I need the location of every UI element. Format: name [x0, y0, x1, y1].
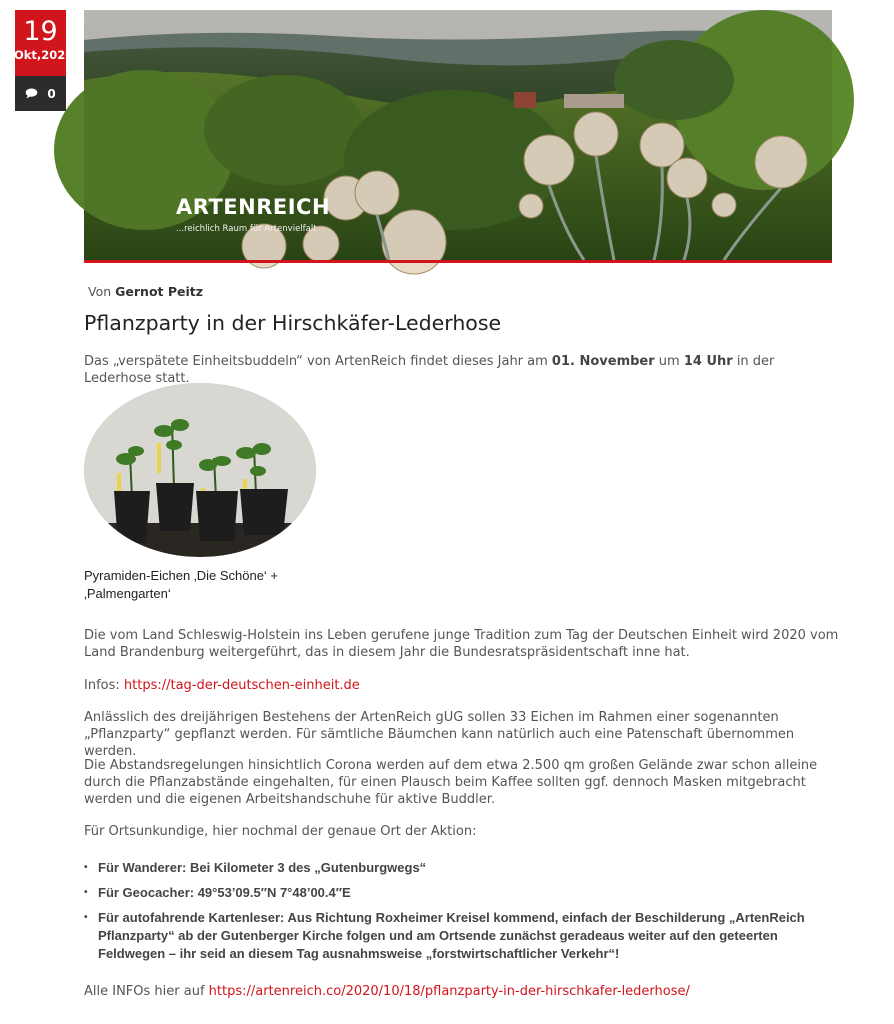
author-prefix: Von: [88, 284, 112, 299]
list-item: • Für Geocacher: 49°53’09.5″N 7°48’00.4″E: [84, 884, 844, 902]
hero-title: ARTENREICH: [176, 195, 331, 219]
location-list: [84, 859, 844, 963]
date-month-year: Okt,2020: [14, 48, 74, 62]
intro-text: um: [654, 354, 684, 369]
comments-count-link[interactable]: [15, 76, 66, 111]
comment-icon: [25, 88, 38, 99]
anniversary-paragraph: Anlässlich des dreijährigen Bestehens der ArtenReich gUG sollen 33 Eichen im Rahmen einer sogenannten „Pflanzparty“ gepflanzt werden. Für sämtliche Bäumchen kann natürlich auch eine Patenschaft übernommen werden.: [84, 710, 795, 759]
intro-text: in der Lederhose statt.: [84, 354, 775, 386]
date-box: [14, 10, 74, 76]
date-badge: [14, 10, 74, 111]
hero-accent-bar: [84, 260, 832, 263]
hero-banner-image: [84, 10, 832, 260]
intro-paragraph: [84, 353, 844, 387]
post-title: Pflanzparty in der Hirschkäfer-Lederhose: [84, 311, 502, 335]
infos-link[interactable]: https://tag-der-deutschen-einheit.de: [123, 678, 360, 693]
date-day: 19: [23, 16, 58, 47]
all-infos-label: Alle INFOs hier auf: [84, 984, 209, 999]
list-item: • Für autofahrende Kartenleser: Aus Richtung Roxheimer Kreisel kommend, einfach der Beschilderung „ArtenReich Pflanzparty“ ab der Gutenberger Kirche folgen und am Ortsende zunächst geradeaus weiter auf den geteerten Feldwegen – ihr seid an diesem Tag ausnahmsweise „forstwirtschaftlicher Verkehr“!: [84, 909, 844, 963]
oak-saplings-image: [84, 383, 316, 557]
landscape-image: [84, 10, 832, 260]
post-author: [88, 284, 203, 299]
comment-count: 0: [47, 86, 56, 101]
author-name[interactable]: Gernot Peitz: [115, 284, 204, 299]
list-item: • Für Wanderer: Bei Kilometer 3 des „Gutenburgwegs“: [84, 859, 844, 877]
all-infos-link[interactable]: https://artenreich.co/2020/10/18/pflanzparty-in-der-hirschkafer-lederhose/: [208, 984, 690, 999]
location-intro: Für Ortsunkundige, hier nochmal der genaue Ort der Aktion:: [84, 824, 477, 839]
infos-paragraph: [84, 677, 844, 694]
tradition-paragraph: Die vom Land Schleswig-Holstein ins Leben gerufene junge Tradition zum Tag der Deutschen Einheit wird 2020 vom Land Brandenburg weitergeführt, das in diesem Jahr die Bundesratspräsidentschaft inne hat.: [84, 628, 839, 660]
image-caption: Pyramiden-Eichen ‚Die Schöne‘ + ‚Palmengarten‘: [84, 568, 279, 601]
all-infos-paragraph: [84, 983, 844, 1000]
distancing-paragraph: Die Abstandsregelungen hinsichtlich Corona werden auf dem etwa 2.500 qm großen Gelände zwar schon alleine durch die Pflanzabstände eingehalten, für einen Plausch beim Kaffee sollten ggf. dennoch Masken mitgebracht werden und die eigenen Arbeitshandschuhe für aktive Buddler.: [84, 758, 818, 807]
event-time: 14 Uhr: [683, 354, 733, 369]
event-date: 01. November: [551, 354, 655, 369]
hero-subtitle: ...reichlich Raum für Artenvielfalt: [176, 224, 317, 234]
intro-text: Das „verspätete Einheitsbuddeln“ von ArtenReich findet dieses Jahr am: [84, 354, 552, 369]
infos-label: Infos:: [84, 678, 124, 693]
